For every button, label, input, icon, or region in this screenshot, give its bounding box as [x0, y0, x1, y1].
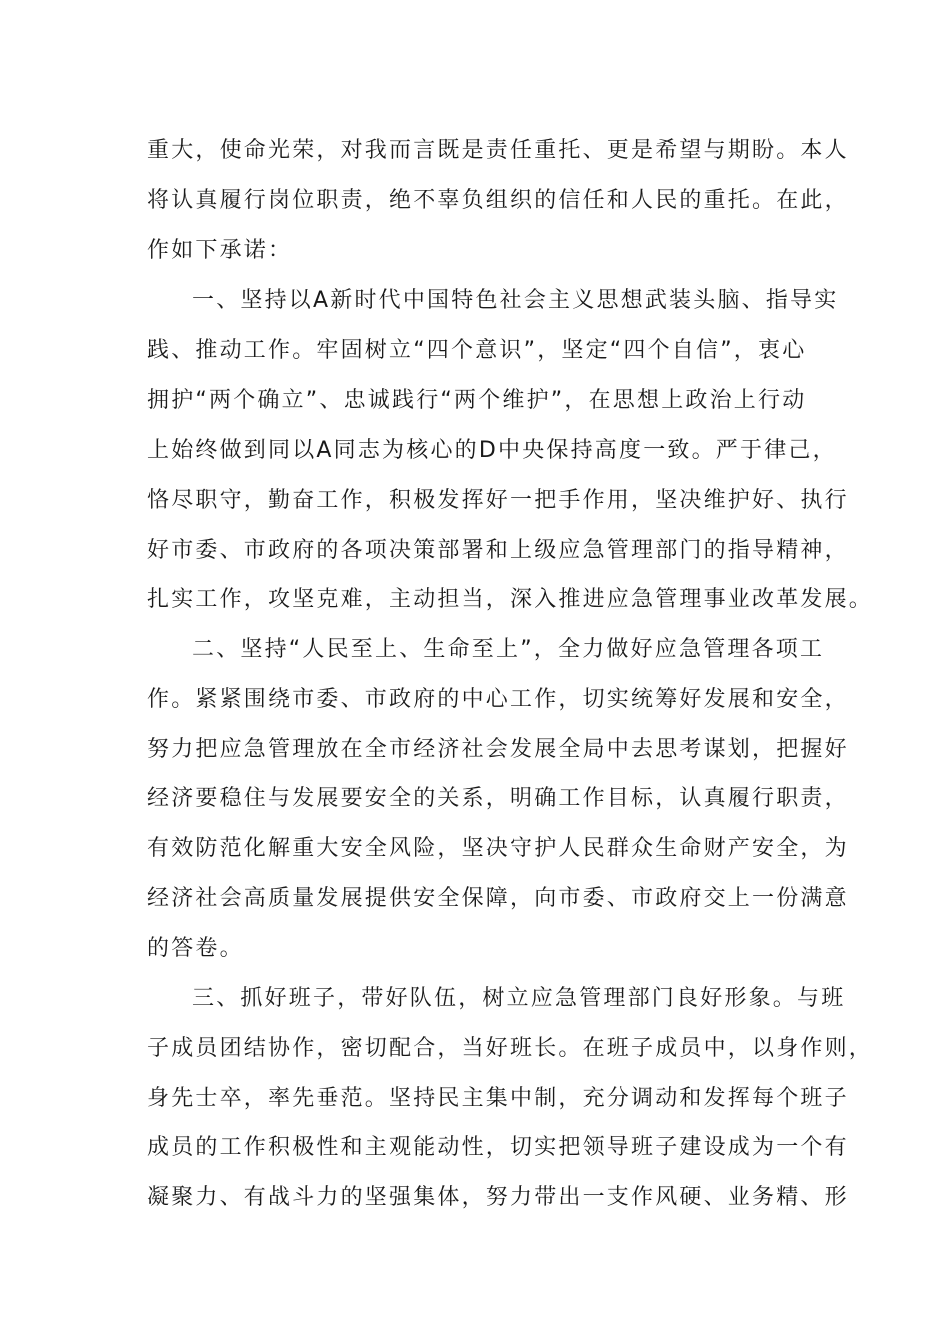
paragraph-1-line-1: 重大，使命光荣，对我而言既是责任重托、更是希望与期盼。本人: [147, 138, 849, 163]
paragraph-4-line-1: 三、抓好班子，带好队伍，树立应急管理部门良好形象。与班: [192, 986, 846, 1011]
paragraph-2-line-2: 践、推动工作。牢固树立“四个意识”，坚定“四个自信”，衷心: [147, 338, 807, 363]
paragraph-4-line-2: 子成员团结协作，密切配合，当好班长。在班子成员中，以身作则，: [147, 1036, 874, 1061]
paragraph-3-line-3: 努力把应急管理放在全市经济社会发展全局中去思考谋划，把握好: [147, 737, 849, 762]
paragraph-3-line-5: 有效防范化解重大安全风险，坚决守护人民群众生命财产安全，为: [147, 836, 849, 861]
paragraph-3-line-1: 二、坚持“人民至上、生命至上”，全力做好应急管理各项工: [192, 637, 825, 662]
paragraph-2-line-3: 拥护“两个确立”、忠诚践行“两个维护”，在思想上政治上行动: [147, 388, 807, 413]
paragraph-1-line-2: 将认真履行岗位职责，绝不辜负组织的信任和人民的重托。在此，: [147, 188, 849, 213]
paragraph-4-line-5: 凝聚力、有战斗力的坚强集体，努力带出一支作风硬、业务精、形: [147, 1185, 849, 1210]
paragraph-4-line-3: 身先士卒，率先垂范。坚持民主集中制，充分调动和发挥每个班子: [147, 1086, 849, 1111]
paragraph-1-line-3: 作如下承诺：: [147, 238, 293, 263]
paragraph-2-line-7: 扎实工作，攻坚克难，主动担当，深入推进应急管理事业改革发展。: [147, 587, 874, 612]
paragraph-4-line-4: 成员的工作积极性和主观能动性，切实把领导班子建设成为一个有: [147, 1135, 849, 1160]
paragraph-3-line-7: 的答卷。: [147, 936, 244, 961]
paragraph-2-line-5: 恪尽职守，勤奋工作，积极发挥好一把手作用，坚决维护好、执行: [147, 488, 849, 513]
paragraph-3-line-6: 经济社会高质量发展提供安全保障，向市委、市政府交上一份满意: [147, 886, 849, 911]
paragraph-3-line-2: 作。紧紧围绕市委、市政府的中心工作，切实统筹好发展和安全，: [147, 687, 849, 712]
paragraph-2-line-6: 好市委、市政府的各项决策部署和上级应急管理部门的指导精神，: [147, 538, 849, 563]
paragraph-2-line-4: 上始终做到同以A同志为核心的D中央保持高度一致。严于律己，: [147, 438, 837, 463]
paragraph-2-line-1: 一、坚持以A新时代中国特色社会主义思想武装头脑、指导实: [192, 288, 839, 313]
paragraph-3-line-4: 经济要稳住与发展要安全的关系，明确工作目标，认真履行职责，: [147, 786, 849, 811]
